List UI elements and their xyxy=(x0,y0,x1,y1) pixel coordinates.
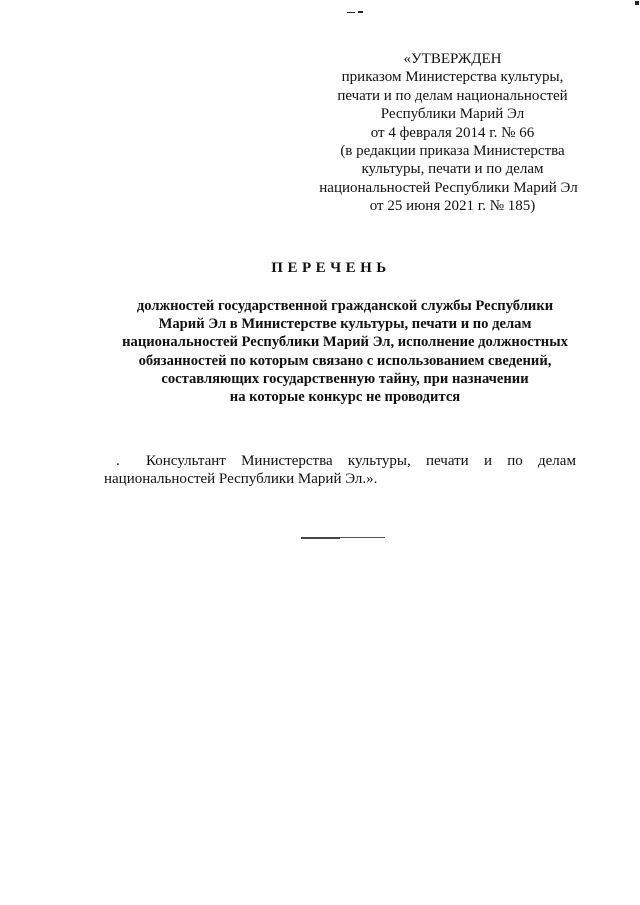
approval-stamp-block xyxy=(300,50,605,216)
position-list-item xyxy=(104,452,576,489)
separator-segment xyxy=(340,537,385,538)
subtitle-line: составляющих государственную тайну, при назначении xyxy=(161,370,529,387)
item-word: культуры, xyxy=(347,453,411,469)
scan-artifact-dots xyxy=(347,12,355,13)
approval-line: «УТВЕРЖДЕН xyxy=(403,51,502,67)
subtitle-line: должностей государственной гражданской службы Республики xyxy=(136,298,554,314)
item-line-2: национальностей Республики Марий Эл.». xyxy=(104,471,378,488)
approval-line: Республики Марий Эл xyxy=(380,106,525,123)
end-separator-line xyxy=(301,537,385,538)
subtitle-line: на которые конкурс не проводится xyxy=(229,389,461,406)
approval-line: от 25 июня 2021 г. № 185) xyxy=(369,198,536,215)
subtitle-line: Марий Эл в Министерстве культуры, печати и по делам xyxy=(158,316,532,333)
approval-line: национальностей Республики Марий Эл xyxy=(319,179,578,196)
approval-line: приказом Министерства культуры, xyxy=(341,69,564,86)
approval-line: культуры, печати и по делам xyxy=(361,161,544,178)
item-word: Министерства xyxy=(241,453,333,469)
approval-line: от 4 февраля 2014 г. № 66 xyxy=(370,124,535,141)
document-title: ПЕРЕЧЕНЬ xyxy=(271,260,391,276)
item-word: печати xyxy=(425,453,469,469)
separator-segment xyxy=(301,537,340,539)
item-word: и xyxy=(483,453,492,469)
item-word: делам xyxy=(538,453,576,469)
approval-line: (в редакции приказа Министерства xyxy=(340,143,565,160)
item-word: по xyxy=(507,453,523,469)
item-line-1 xyxy=(104,452,576,470)
subtitle-line: национальностей Республики Марий Эл, исполнение должностных xyxy=(122,334,568,351)
document-subtitle xyxy=(95,297,595,406)
item-word: Консультант xyxy=(146,453,226,469)
approval-line: печати и по делам национальностей xyxy=(337,87,568,104)
subtitle-line: обязанностей по которым связано с использованием сведений, xyxy=(138,352,552,369)
scan-artifact-corner xyxy=(635,1,639,5)
bullet-dot: . xyxy=(116,453,120,469)
scan-artifact-dash xyxy=(358,11,363,13)
